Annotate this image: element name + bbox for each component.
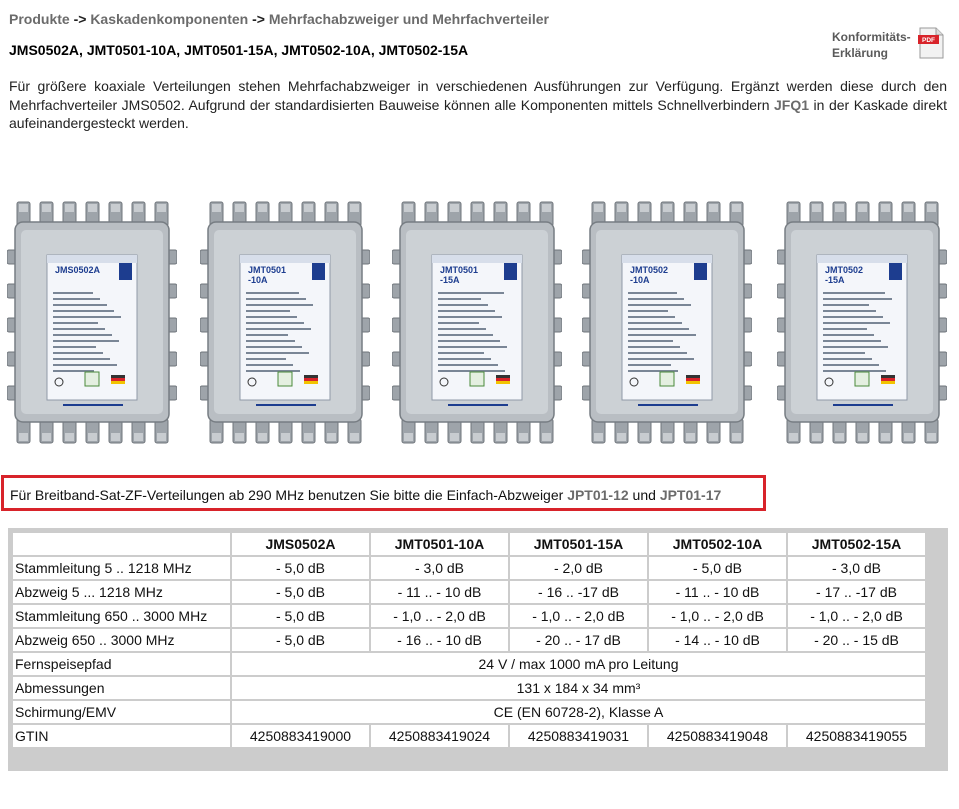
product-label-name: JMT0502 [630,265,669,275]
jpt01-12-link[interactable]: JPT01-12 [567,487,629,503]
table-cell: - 11 .. - 10 dB [649,581,786,603]
notice-and: und [628,487,660,503]
table-cell: - 1,0 .. - 2,0 dB [788,605,925,627]
product-image-2 [200,200,370,445]
table-cell: - 5,0 dB [649,557,786,579]
table-header-cell [13,533,230,555]
table-header-cell: JMT0501-15A [510,533,647,555]
product-image-5 [777,200,947,445]
table-cell: 4250883419048 [649,725,786,747]
table-cell: - 20 .. - 17 dB [510,629,647,651]
table-row-label: Stammleitung 650 .. 3000 MHz [13,605,230,627]
page-title: JMS0502A, JMT0501-10A, JMT0501-15A, JMT0502-10A, JMT0502-15A [9,42,469,58]
intro-text-after: in der Kaskade direkt aufeinandergesteckt werden. [9,96,947,131]
conformity-label-line2: Erklärung [832,46,889,60]
table-cell: 4250883419055 [788,725,925,747]
jfq1-link[interactable]: JFQ1 [774,96,810,113]
table-cell: - 11 .. - 10 dB [371,581,508,603]
table-header-row [13,533,925,555]
breadcrumb-link-kaskadenkomponenten[interactable]: Kaskadenkomponenten [90,11,249,27]
jpt01-17-link[interactable]: JPT01-17 [659,487,722,503]
table-cell: 4250883419024 [371,725,508,747]
product-label-name: JMS0502A [55,265,101,275]
breadcrumb-separator: -> [248,11,269,27]
table-cell: - 5,0 dB [232,557,369,579]
table-cell: - 3,0 dB [371,557,508,579]
table-cell: - 16 .. - 10 dB [371,629,508,651]
table-cell: - 1,0 .. - 2,0 dB [649,605,786,627]
product-images [7,200,947,445]
product-label-name: JMT0502 [825,265,864,275]
table-row-label: Stammleitung 5 .. 1218 MHz [13,557,230,579]
table-row [13,653,925,675]
product-label-name: JMT0501 [440,265,479,275]
product-image-3 [392,200,562,445]
table-cell: CE (EN 60728-2), Klasse A [232,701,925,723]
notice-text [10,487,721,503]
table-header-cell: JMT0501-10A [371,533,508,555]
spec-table-frame [8,528,948,771]
notice-text-main: Für Breitband-Sat-ZF-Verteilungen ab 290 MHz benutzen Sie bitte die Einfach-Abzweiger [10,487,568,503]
table-cell: - 5,0 dB [232,629,369,651]
table-cell: 131 x 184 x 34 mm³ [232,677,925,699]
table-header-cell: JMT0502-15A [788,533,925,555]
table-row-label: Abzweig 5 ... 1218 MHz [13,581,230,603]
table-cell: 24 V / max 1000 mA pro Leitung [232,653,925,675]
table-cell: - 1,0 .. - 2,0 dB [371,605,508,627]
table-cell: - 3,0 dB [788,557,925,579]
breadcrumb-link-mehrfachabzweiger[interactable]: Mehrfachabzweiger und Mehrfachverteiler [268,11,549,27]
spec-table [11,531,927,749]
table-cell: 4250883419031 [510,725,647,747]
table-cell: - 2,0 dB [510,557,647,579]
table-cell: - 20 .. - 15 dB [788,629,925,651]
table-row-label: Schirmung/EMV [13,701,230,723]
table-cell: - 5,0 dB [232,605,369,627]
table-cell: - 16 .. -17 dB [510,581,647,603]
conformity-declaration-link[interactable] [832,29,911,61]
table-header-cell: JMT0502-10A [649,533,786,555]
product-label-suffix: -10A [248,275,268,285]
table-row [13,557,925,579]
table-row [13,677,925,699]
product-image-4 [582,200,752,445]
product-label-suffix: -15A [440,275,460,285]
product-label-suffix: -10A [630,275,650,285]
table-row [13,605,925,627]
table-cell: - 14 .. - 10 dB [649,629,786,651]
table-row-label: Fernspeisepfad [13,653,230,675]
intro-text-before: Für größere koaxiale Verteilungen stehen Mehrfachabzweiger in verschiedenen Ausführungen zur Verfügung. Ergänzt werden diese durch den Mehrfachverteiler JMS0502. Aufgrund der standardisierten Bauweise können alle Komponenten mittels Schnellverbindern [9,78,947,113]
table-cell: - 1,0 .. - 2,0 dB [510,605,647,627]
table-row [13,581,925,603]
pdf-icon-label: PDF [922,37,935,44]
breadcrumb-separator: -> [69,11,91,27]
table-cell: - 5,0 dB [232,581,369,603]
table-row [13,725,925,747]
table-header-cell: JMS0502A [232,533,369,555]
product-label-suffix: -15A [825,275,845,285]
product-label-name: JMT0501 [248,265,287,275]
table-row-label: Abmessungen [13,677,230,699]
breadcrumb [9,11,549,27]
conformity-label-line1: Konformitäts- [832,30,911,44]
breadcrumb-link-produkte[interactable]: Produkte [9,11,70,27]
table-row-label: Abzweig 650 .. 3000 MHz [13,629,230,651]
table-cell: - 17 .. -17 dB [788,581,925,603]
pdf-icon[interactable] [918,27,944,59]
table-row [13,629,925,651]
table-cell: 4250883419000 [232,725,369,747]
product-image-1 [7,200,177,445]
table-row-label: GTIN [13,725,230,747]
notice-box [1,475,766,511]
table-row [13,701,925,723]
intro-paragraph [9,77,947,133]
